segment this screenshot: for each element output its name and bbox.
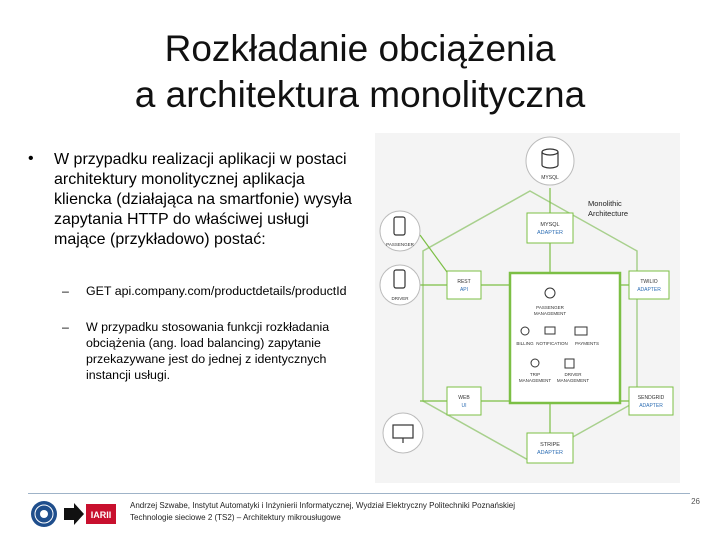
notification-label: NOTIFICATION xyxy=(536,341,568,346)
driver-mgmt-label-1: DRIVER xyxy=(564,372,582,377)
passenger-mgmt-label-1: PASSENGER xyxy=(536,305,564,310)
title-line-2: a architektura monolityczna xyxy=(134,74,586,115)
passenger-label: PASSENGER xyxy=(386,242,414,247)
footer-divider xyxy=(28,493,690,494)
footer-text xyxy=(130,500,650,524)
trip-mgmt-label-1: TRIP xyxy=(529,372,541,377)
billing-label: BILLING xyxy=(516,341,534,346)
web-ui-label-1: WEB xyxy=(458,395,470,401)
trip-mgmt-label-2: MANAGEMENT xyxy=(518,378,552,383)
mysql-adapter-label-2: ADAPTER xyxy=(537,230,563,236)
driver-mgmt-label-2: MANAGEMENT xyxy=(556,378,590,383)
mysql-label: MYSQL xyxy=(541,175,559,181)
mysql-adapter-box xyxy=(527,213,573,243)
sub-text: GET api.company.com/productdetails/productId xyxy=(86,284,347,298)
sub-dash: – xyxy=(62,320,69,334)
sub-text: W przypadku stosowania funkcji rozkładania obciążenia (ang. load balancing) zapytanie przekazywane jest do jednej z identycznych instancji usługi. xyxy=(86,320,330,382)
logo-text: IARII xyxy=(90,510,112,520)
footer-line-2: Technologie sieciowe 2 (TS2) – Architektury mikrousługowe xyxy=(130,513,341,522)
iarii-logo xyxy=(64,503,116,525)
sendgrid-label-1: SENDGRID xyxy=(637,395,665,401)
sub-dash: – xyxy=(62,284,69,298)
payments-label: PAYMENTS xyxy=(574,341,600,346)
sendgrid-adapter-box xyxy=(629,387,673,415)
stripe-adapter-box xyxy=(527,433,573,463)
stripe-label-1: STRIPE xyxy=(540,442,560,448)
web-ui-label-2: UI xyxy=(461,403,467,409)
twilio-label-2: ADAPTER xyxy=(637,287,661,293)
university-seal-icon xyxy=(30,500,58,528)
twilio-label-1: TWILIO xyxy=(640,279,658,285)
mysql-adapter-label-1: MYSQL xyxy=(540,222,560,228)
browser-node xyxy=(383,413,423,453)
rest-api-label-1: REST xyxy=(457,279,471,285)
monolithic-label-1: Monolithic xyxy=(588,199,622,208)
driver-label: DRIVER xyxy=(391,296,409,301)
page-number: 26 xyxy=(691,497,700,506)
slide-title xyxy=(60,26,660,118)
rest-api-label-2: API xyxy=(459,287,469,293)
passenger-mgmt-label-2: MANAGEMENT xyxy=(533,311,567,316)
core-box xyxy=(510,273,620,403)
web-ui-box xyxy=(447,387,481,415)
footer-line-1: Andrzej Szwabe, Instytut Automatyki i Inżynierii Informatycznej, Wydział Elektryczny Politechniki Poznańskiej xyxy=(130,501,515,510)
title-line-1: Rozkładanie obciążenia xyxy=(164,28,556,69)
bullet-text: W przypadku realizacji aplikacji w postaci architektury monolitycznej aplikacja kliencka (działająca na smartfonie) wysyła zapytania HTTP do właściwej usługi mające (przykładowo) postać: xyxy=(54,151,352,248)
twilio-adapter-box xyxy=(629,271,669,299)
monolithic-architecture-diagram xyxy=(375,133,680,483)
sendgrid-label-2: ADAPTER xyxy=(639,403,663,409)
stripe-label-2: ADAPTER xyxy=(537,450,563,456)
monolithic-label-2: Architecture xyxy=(588,209,629,218)
rest-api-box xyxy=(447,271,481,299)
bullet-symbol: • xyxy=(28,150,34,167)
